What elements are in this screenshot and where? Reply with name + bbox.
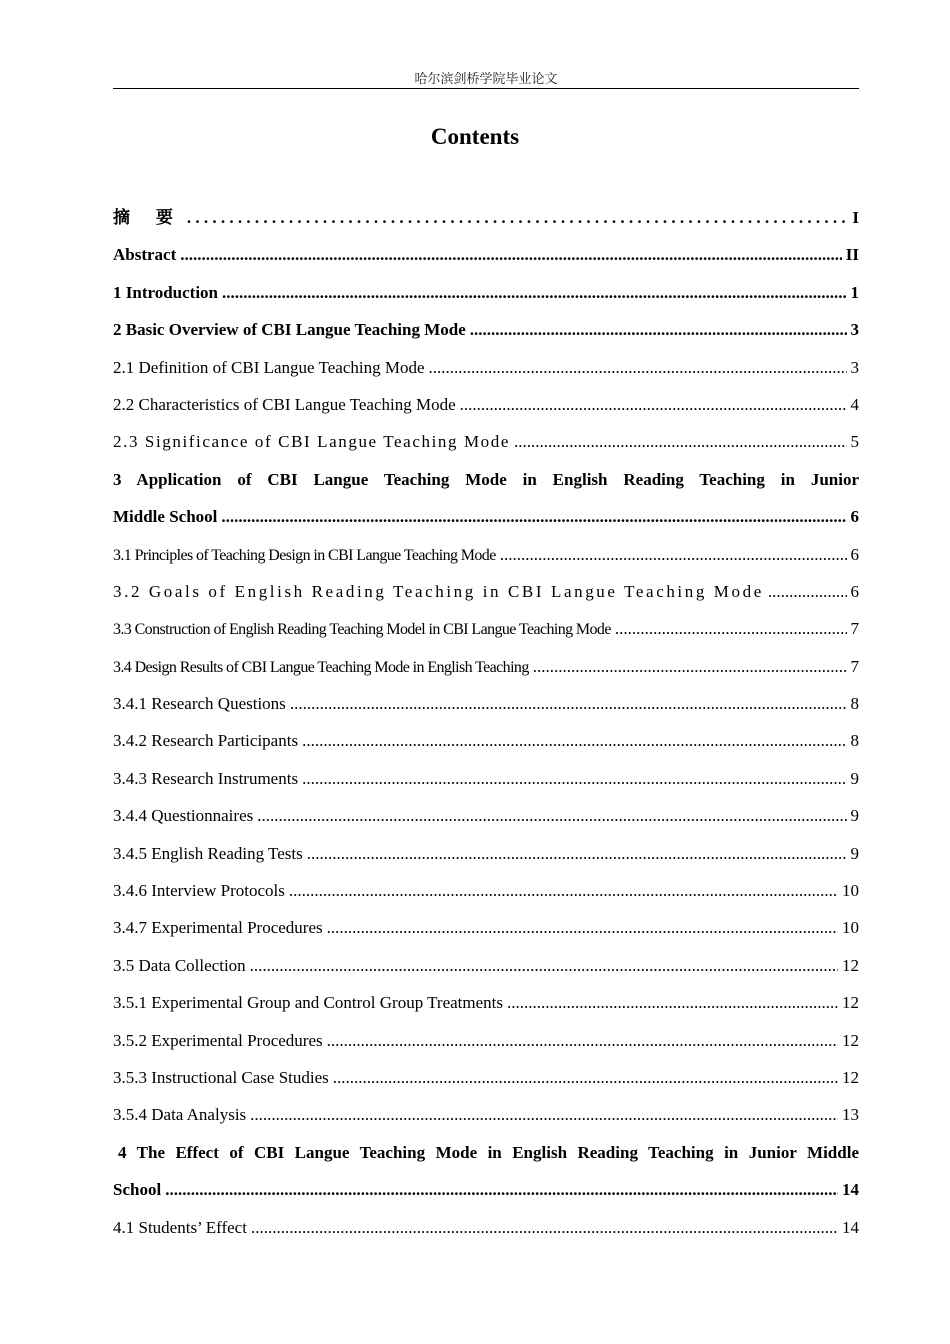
header-rule: [113, 88, 859, 89]
toc-label: 3.1 Principles of Teaching Design in CBI Langue Teaching Mode: [113, 546, 496, 564]
toc-leader: [165, 1171, 838, 1208]
toc-label: 3.4.3 Research Instruments: [113, 768, 299, 788]
toc-leader: [289, 872, 838, 909]
toc-leader: [290, 685, 847, 722]
toc-entry-3-3[interactable]: [113, 610, 859, 647]
toc-label: 3.4.6 Interview Protocols: [113, 881, 285, 901]
toc-entry-3-5[interactable]: [113, 947, 859, 984]
toc-page: 6: [850, 581, 859, 601]
toc-entry-3-4[interactable]: [113, 648, 859, 685]
toc-leader: [507, 984, 838, 1021]
toc-page: 13: [842, 1105, 859, 1125]
toc-label: 3.3 Construction of English Reading Teaching Model in CBI Langue Teaching Mode: [113, 621, 611, 639]
toc-entry-3-4-2[interactable]: [113, 722, 859, 759]
toc-page: 10: [842, 881, 859, 901]
toc-leader: [307, 835, 847, 872]
toc-label: 3.5.2 Experimental Procedures: [113, 1030, 323, 1050]
toc-label-line1: 3 Application of CBI Langue Teaching Mode in English Reading Teaching in Junior: [113, 469, 859, 489]
toc-entry-3-4-4[interactable]: [113, 797, 859, 834]
toc-leader: [514, 423, 846, 460]
toc-leader: [327, 909, 838, 946]
toc-leader: [250, 1096, 838, 1133]
toc-entry-4[interactable]: [113, 1134, 859, 1209]
toc-page: 12: [842, 955, 859, 975]
toc-page: 12: [842, 1068, 859, 1087]
toc-label: 2.2 Characteristics of CBI Langue Teaching Mode: [113, 394, 456, 414]
toc-label: 3.4.1 Research Questions: [113, 694, 286, 714]
toc-page: 9: [850, 768, 859, 788]
toc-label: 3.4 Design Results of CBI Langue Teaching Mode in English Teaching: [113, 658, 529, 676]
toc-page: 6: [850, 507, 859, 527]
toc-page: 14: [842, 1217, 859, 1237]
toc-leader: [768, 573, 847, 610]
toc-page: 9: [850, 843, 859, 863]
toc-page: 1: [850, 282, 859, 302]
toc-label: 3.5.4 Data Analysis: [113, 1105, 247, 1125]
toc-label: 3.4.4 Questionnaires: [113, 806, 254, 826]
toc-entry-3-4-1[interactable]: [113, 685, 859, 722]
toc-label-line1: 4 The Effect of CBI Langue Teaching Mode in English Reading Teaching in Junior Middle: [118, 1142, 859, 1162]
toc-entry-4-1[interactable]: [113, 1209, 859, 1246]
toc-page: II: [845, 245, 859, 265]
toc-page: 14: [842, 1180, 859, 1200]
toc-entry-1[interactable]: [113, 274, 859, 311]
toc-label-line2: Middle School: [113, 507, 218, 527]
toc-entry-2-3[interactable]: [113, 423, 859, 460]
toc-label: 3.5.3 Instructional Case Studies: [113, 1068, 329, 1087]
toc-label: Abstract: [113, 245, 177, 265]
toc-label: 3.4.5 English Reading Tests: [113, 843, 303, 863]
toc-page: 5: [850, 432, 859, 452]
toc-entry-3[interactable]: [113, 461, 859, 536]
toc-page: 3: [850, 320, 859, 340]
toc-leader: [187, 199, 848, 236]
toc-leader: [257, 797, 846, 834]
toc-entry-3-4-7[interactable]: [113, 909, 859, 946]
page-title: Contents: [430, 124, 520, 149]
toc-entry-2[interactable]: [113, 311, 859, 348]
toc-entry-3-4-5[interactable]: [113, 835, 859, 872]
toc-leader: [429, 349, 847, 386]
toc-entry-3-5-2[interactable]: [113, 1022, 859, 1059]
toc-page: 7: [850, 656, 859, 676]
toc-page: 7: [850, 619, 859, 639]
toc-leader: [500, 536, 847, 573]
toc-entry-3-4-3[interactable]: [113, 760, 859, 797]
toc-leader: [302, 760, 846, 797]
toc-entry-abstract-cn[interactable]: [113, 199, 859, 236]
toc-label: 1 Introduction: [113, 282, 219, 302]
toc-leader: [251, 1209, 838, 1246]
toc-label: 2.3 Significance of CBI Langue Teaching Mode: [113, 432, 511, 452]
toc-entry-2-2[interactable]: [113, 386, 859, 423]
toc-page: 12: [842, 993, 859, 1013]
toc-leader: [460, 386, 847, 423]
toc-entry-3-5-1[interactable]: [113, 984, 859, 1021]
toc-entry-abstract[interactable]: [113, 236, 859, 273]
toc-entry-3-4-6[interactable]: [113, 872, 859, 909]
table-of-contents: [113, 199, 859, 1246]
toc-leader: [615, 610, 847, 647]
toc-leader: [333, 1059, 838, 1096]
toc-page: 4: [850, 394, 859, 414]
toc-leader: [302, 722, 846, 759]
toc-page: 8: [850, 694, 859, 714]
toc-label: 4.1 Students’ Effect: [113, 1217, 247, 1237]
toc-page: 12: [842, 1030, 859, 1050]
toc-leader: [327, 1022, 838, 1059]
toc-label-line2: School: [113, 1180, 162, 1200]
toc-leader: [180, 236, 842, 273]
toc-label: 2 Basic Overview of CBI Langue Teaching Mode: [113, 320, 466, 340]
toc-page: I: [852, 208, 859, 227]
toc-label: 2.1 Definition of CBI Langue Teaching Mode: [113, 357, 425, 377]
toc-page: 9: [850, 806, 859, 826]
toc-entry-3-2[interactable]: [113, 573, 859, 610]
toc-entry-3-5-3[interactable]: [113, 1059, 859, 1096]
toc-leader: [221, 498, 846, 535]
toc-label: 3.5.1 Experimental Group and Control Group Treatments: [113, 993, 504, 1013]
toc-label: 3.4.7 Experimental Procedures: [113, 918, 323, 938]
toc-page: 8: [850, 731, 859, 751]
toc-entry-2-1[interactable]: [113, 349, 859, 386]
toc-label: 3.5 Data Collection: [113, 955, 246, 975]
page-header: 哈尔滨剑桥学院毕业论文: [414, 72, 558, 87]
toc-page: 6: [850, 544, 859, 564]
toc-label: 3.4.2 Research Participants: [113, 731, 299, 751]
toc-leader: [533, 648, 847, 685]
toc-leader: [222, 274, 846, 311]
toc-page: 3: [850, 357, 859, 377]
toc-entry-3-5-4[interactable]: [113, 1096, 859, 1133]
toc-page: 10: [842, 918, 859, 938]
toc-label: 摘 要: [113, 208, 183, 228]
toc-leader: [470, 311, 847, 348]
toc-leader: [250, 947, 838, 984]
toc-label: 3.2 Goals of English Reading Teaching in CBI Langue Teaching Mode: [113, 581, 764, 601]
toc-entry-3-1[interactable]: [113, 536, 859, 573]
